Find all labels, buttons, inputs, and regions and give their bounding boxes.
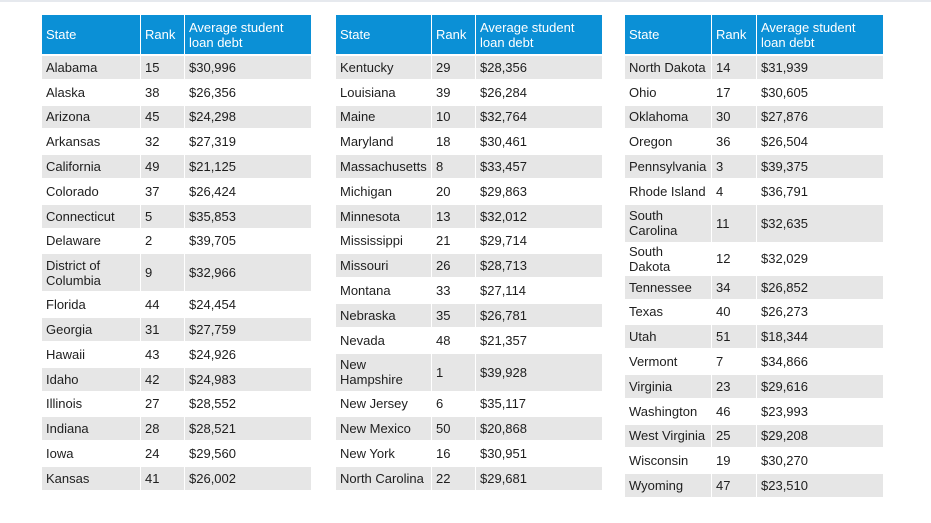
debt-cell: $29,616 bbox=[757, 373, 883, 398]
rank-cell: 22 bbox=[432, 465, 476, 490]
debt-cell: $20,868 bbox=[476, 415, 602, 440]
state-cell: North Dakota bbox=[625, 54, 712, 79]
table-body bbox=[625, 54, 883, 497]
table-header-row bbox=[625, 15, 883, 54]
rank-cell: 39 bbox=[432, 79, 476, 104]
state-cell: West Virginia bbox=[625, 423, 712, 448]
state-cell: New Jersey bbox=[336, 391, 432, 416]
debt-cell: $30,461 bbox=[476, 128, 602, 153]
table-header-row bbox=[42, 15, 311, 54]
rank-cell: 10 bbox=[432, 104, 476, 129]
state-cell: Arizona bbox=[42, 104, 141, 129]
rank-cell: 20 bbox=[432, 178, 476, 203]
table-row bbox=[336, 352, 602, 391]
debt-cell: $24,983 bbox=[185, 366, 311, 391]
table-row bbox=[42, 341, 311, 366]
debt-cell: $30,996 bbox=[185, 54, 311, 79]
debt-cell: $26,002 bbox=[185, 465, 311, 490]
state-cell: Delaware bbox=[42, 228, 141, 253]
state-cell: Connecticut bbox=[42, 203, 141, 228]
debt-cell: $32,012 bbox=[476, 203, 602, 228]
debt-cell: $30,951 bbox=[476, 440, 602, 465]
debt-cell: $26,356 bbox=[185, 79, 311, 104]
table-row bbox=[42, 391, 311, 416]
debt-cell: $26,781 bbox=[476, 302, 602, 327]
table-row bbox=[625, 472, 883, 497]
rank-cell: 15 bbox=[141, 54, 185, 79]
debt-cell: $23,993 bbox=[757, 398, 883, 423]
rank-cell: 14 bbox=[712, 54, 757, 79]
rank-cell: 48 bbox=[432, 327, 476, 352]
debt-cell: $31,939 bbox=[757, 54, 883, 79]
debt-cell: $34,866 bbox=[757, 348, 883, 373]
debt-cell: $28,521 bbox=[185, 415, 311, 440]
table-row bbox=[336, 228, 602, 253]
state-cell: Oklahoma bbox=[625, 104, 712, 129]
debt-cell: $27,759 bbox=[185, 316, 311, 341]
state-cell: Wyoming bbox=[625, 472, 712, 497]
rank-cell: 49 bbox=[141, 153, 185, 178]
table-row bbox=[336, 327, 602, 352]
debt-cell: $21,125 bbox=[185, 153, 311, 178]
rank-cell: 37 bbox=[141, 178, 185, 203]
rank-cell: 47 bbox=[712, 472, 757, 497]
state-cell: Massachusetts bbox=[336, 153, 432, 178]
rank-cell: 35 bbox=[432, 302, 476, 327]
state-column-header: State bbox=[625, 15, 712, 54]
state-cell: Indiana bbox=[42, 415, 141, 440]
rank-cell: 32 bbox=[141, 128, 185, 153]
state-cell: Maine bbox=[336, 104, 432, 129]
state-cell: Oregon bbox=[625, 128, 712, 153]
state-cell: Arkansas bbox=[42, 128, 141, 153]
rank-cell: 46 bbox=[712, 398, 757, 423]
debt-cell: $35,853 bbox=[185, 203, 311, 228]
state-cell: Nevada bbox=[336, 327, 432, 352]
rank-cell: 17 bbox=[712, 79, 757, 104]
table-row bbox=[42, 79, 311, 104]
state-cell: District of Columbia bbox=[42, 252, 141, 291]
state-cell: Alabama bbox=[42, 54, 141, 79]
state-cell: New Hampshire bbox=[336, 352, 432, 391]
table-row bbox=[625, 274, 883, 299]
state-cell: Idaho bbox=[42, 366, 141, 391]
state-cell: Missouri bbox=[336, 252, 432, 277]
table-row bbox=[336, 302, 602, 327]
rank-cell: 8 bbox=[432, 153, 476, 178]
debt-cell: $24,926 bbox=[185, 341, 311, 366]
table-row bbox=[625, 104, 883, 129]
debt-cell: $30,605 bbox=[757, 79, 883, 104]
state-cell: Kentucky bbox=[336, 54, 432, 79]
state-cell: Colorado bbox=[42, 178, 141, 203]
table-row bbox=[336, 465, 602, 490]
table-row bbox=[336, 203, 602, 228]
debt-cell: $26,273 bbox=[757, 299, 883, 324]
state-cell: Virginia bbox=[625, 373, 712, 398]
rank-cell: 40 bbox=[712, 299, 757, 324]
table-row bbox=[42, 203, 311, 228]
debt-cell: $26,504 bbox=[757, 128, 883, 153]
rank-column-header: Rank bbox=[712, 15, 757, 54]
table-row bbox=[336, 252, 602, 277]
rank-cell: 41 bbox=[141, 465, 185, 490]
debt-cell: $26,852 bbox=[757, 274, 883, 299]
state-cell: South Dakota bbox=[625, 242, 712, 274]
table-row bbox=[42, 54, 311, 79]
state-column-header: State bbox=[42, 15, 141, 54]
debt-cell: $32,029 bbox=[757, 242, 883, 274]
state-cell: Mississippi bbox=[336, 228, 432, 253]
debt-cell: $24,454 bbox=[185, 291, 311, 316]
table-row bbox=[625, 178, 883, 203]
rank-cell: 50 bbox=[432, 415, 476, 440]
state-cell: Ohio bbox=[625, 79, 712, 104]
rank-cell: 45 bbox=[141, 104, 185, 129]
table-row bbox=[336, 440, 602, 465]
table-row bbox=[42, 252, 311, 291]
table-row bbox=[625, 348, 883, 373]
rank-column-header: Rank bbox=[141, 15, 185, 54]
table-row bbox=[42, 440, 311, 465]
debt-cell: $29,208 bbox=[757, 423, 883, 448]
debt-cell: $32,635 bbox=[757, 203, 883, 242]
debt-cell: $33,457 bbox=[476, 153, 602, 178]
table-row bbox=[336, 178, 602, 203]
rank-cell: 6 bbox=[432, 391, 476, 416]
rank-cell: 1 bbox=[432, 352, 476, 391]
table-header-row bbox=[336, 15, 602, 54]
debt-column-header: Average student loan debt bbox=[476, 15, 602, 54]
rank-cell: 30 bbox=[712, 104, 757, 129]
rank-cell: 18 bbox=[432, 128, 476, 153]
debt-cell: $27,114 bbox=[476, 277, 602, 302]
rank-cell: 16 bbox=[432, 440, 476, 465]
table-row bbox=[336, 415, 602, 440]
rank-cell: 9 bbox=[141, 252, 185, 291]
rank-column-header: Rank bbox=[432, 15, 476, 54]
debt-cell: $23,510 bbox=[757, 472, 883, 497]
rank-cell: 11 bbox=[712, 203, 757, 242]
debt-cell: $28,356 bbox=[476, 54, 602, 79]
table-row bbox=[336, 54, 602, 79]
table-row bbox=[42, 291, 311, 316]
debt-cell: $39,375 bbox=[757, 153, 883, 178]
debt-cell: $18,344 bbox=[757, 323, 883, 348]
state-cell: New York bbox=[336, 440, 432, 465]
debt-cell: $29,714 bbox=[476, 228, 602, 253]
table-row bbox=[336, 277, 602, 302]
debt-cell: $39,705 bbox=[185, 228, 311, 253]
table-row bbox=[42, 316, 311, 341]
table-row bbox=[336, 79, 602, 104]
state-cell: Vermont bbox=[625, 348, 712, 373]
debt-column-header: Average student loan debt bbox=[757, 15, 883, 54]
rank-cell: 24 bbox=[141, 440, 185, 465]
debt-cell: $35,117 bbox=[476, 391, 602, 416]
state-cell: Georgia bbox=[42, 316, 141, 341]
table-row bbox=[336, 128, 602, 153]
state-cell: Florida bbox=[42, 291, 141, 316]
state-cell: Hawaii bbox=[42, 341, 141, 366]
table-row bbox=[336, 104, 602, 129]
table-row bbox=[625, 423, 883, 448]
table-row bbox=[42, 178, 311, 203]
state-cell: Iowa bbox=[42, 440, 141, 465]
table-row bbox=[625, 79, 883, 104]
debt-table-1 bbox=[42, 15, 311, 490]
rank-cell: 31 bbox=[141, 316, 185, 341]
debt-cell: $39,928 bbox=[476, 352, 602, 391]
rank-cell: 44 bbox=[141, 291, 185, 316]
table-row bbox=[625, 242, 883, 274]
debt-table-2 bbox=[336, 15, 602, 490]
table-row bbox=[625, 54, 883, 79]
state-cell: Washington bbox=[625, 398, 712, 423]
state-cell: Tennessee bbox=[625, 274, 712, 299]
rank-cell: 4 bbox=[712, 178, 757, 203]
table-row bbox=[625, 447, 883, 472]
state-cell: Wisconsin bbox=[625, 447, 712, 472]
state-cell: Texas bbox=[625, 299, 712, 324]
debt-table-3 bbox=[625, 15, 883, 497]
state-column-header: State bbox=[336, 15, 432, 54]
table-row bbox=[625, 203, 883, 242]
rank-cell: 19 bbox=[712, 447, 757, 472]
rank-cell: 21 bbox=[432, 228, 476, 253]
debt-cell: $28,713 bbox=[476, 252, 602, 277]
debt-cell: $29,681 bbox=[476, 465, 602, 490]
debt-cell: $30,270 bbox=[757, 447, 883, 472]
table-row bbox=[42, 153, 311, 178]
debt-cell: $24,298 bbox=[185, 104, 311, 129]
rank-cell: 2 bbox=[141, 228, 185, 253]
state-cell: Utah bbox=[625, 323, 712, 348]
rank-cell: 43 bbox=[141, 341, 185, 366]
state-cell: Louisiana bbox=[336, 79, 432, 104]
rank-cell: 25 bbox=[712, 423, 757, 448]
state-cell: Alaska bbox=[42, 79, 141, 104]
table-row bbox=[42, 465, 311, 490]
top-divider bbox=[0, 0, 931, 2]
table-row bbox=[42, 228, 311, 253]
rank-cell: 7 bbox=[712, 348, 757, 373]
table-body bbox=[336, 54, 602, 490]
debt-cell: $32,966 bbox=[185, 252, 311, 291]
debt-cell: $28,552 bbox=[185, 391, 311, 416]
state-cell: Michigan bbox=[336, 178, 432, 203]
rank-cell: 23 bbox=[712, 373, 757, 398]
debt-cell: $29,560 bbox=[185, 440, 311, 465]
table-row bbox=[42, 415, 311, 440]
table-row bbox=[42, 104, 311, 129]
debt-cell: $21,357 bbox=[476, 327, 602, 352]
state-cell: Rhode Island bbox=[625, 178, 712, 203]
table-body bbox=[42, 54, 311, 490]
table-row bbox=[625, 398, 883, 423]
table-row bbox=[336, 391, 602, 416]
debt-cell: $26,284 bbox=[476, 79, 602, 104]
debt-cell: $32,764 bbox=[476, 104, 602, 129]
rank-cell: 29 bbox=[432, 54, 476, 79]
rank-cell: 28 bbox=[141, 415, 185, 440]
state-cell: Montana bbox=[336, 277, 432, 302]
table-row bbox=[625, 128, 883, 153]
rank-cell: 51 bbox=[712, 323, 757, 348]
debt-cell: $26,424 bbox=[185, 178, 311, 203]
rank-cell: 34 bbox=[712, 274, 757, 299]
debt-column-header: Average student loan debt bbox=[185, 15, 311, 54]
debt-cell: $27,876 bbox=[757, 104, 883, 129]
rank-cell: 5 bbox=[141, 203, 185, 228]
rank-cell: 12 bbox=[712, 242, 757, 274]
table-row bbox=[42, 366, 311, 391]
rank-cell: 26 bbox=[432, 252, 476, 277]
rank-cell: 38 bbox=[141, 79, 185, 104]
table-row bbox=[625, 323, 883, 348]
table-row bbox=[42, 128, 311, 153]
rank-cell: 36 bbox=[712, 128, 757, 153]
debt-cell: $29,863 bbox=[476, 178, 602, 203]
state-cell: California bbox=[42, 153, 141, 178]
rank-cell: 13 bbox=[432, 203, 476, 228]
state-cell: Illinois bbox=[42, 391, 141, 416]
state-cell: Kansas bbox=[42, 465, 141, 490]
table-row bbox=[625, 373, 883, 398]
rank-cell: 3 bbox=[712, 153, 757, 178]
state-cell: Maryland bbox=[336, 128, 432, 153]
table-row bbox=[625, 153, 883, 178]
rank-cell: 33 bbox=[432, 277, 476, 302]
rank-cell: 42 bbox=[141, 366, 185, 391]
state-cell: New Mexico bbox=[336, 415, 432, 440]
debt-cell: $36,791 bbox=[757, 178, 883, 203]
debt-cell: $27,319 bbox=[185, 128, 311, 153]
state-cell: South Carolina bbox=[625, 203, 712, 242]
state-cell: Nebraska bbox=[336, 302, 432, 327]
state-cell: Pennsylvania bbox=[625, 153, 712, 178]
state-cell: Minnesota bbox=[336, 203, 432, 228]
state-cell: North Carolina bbox=[336, 465, 432, 490]
table-row bbox=[625, 299, 883, 324]
table-row bbox=[336, 153, 602, 178]
rank-cell: 27 bbox=[141, 391, 185, 416]
